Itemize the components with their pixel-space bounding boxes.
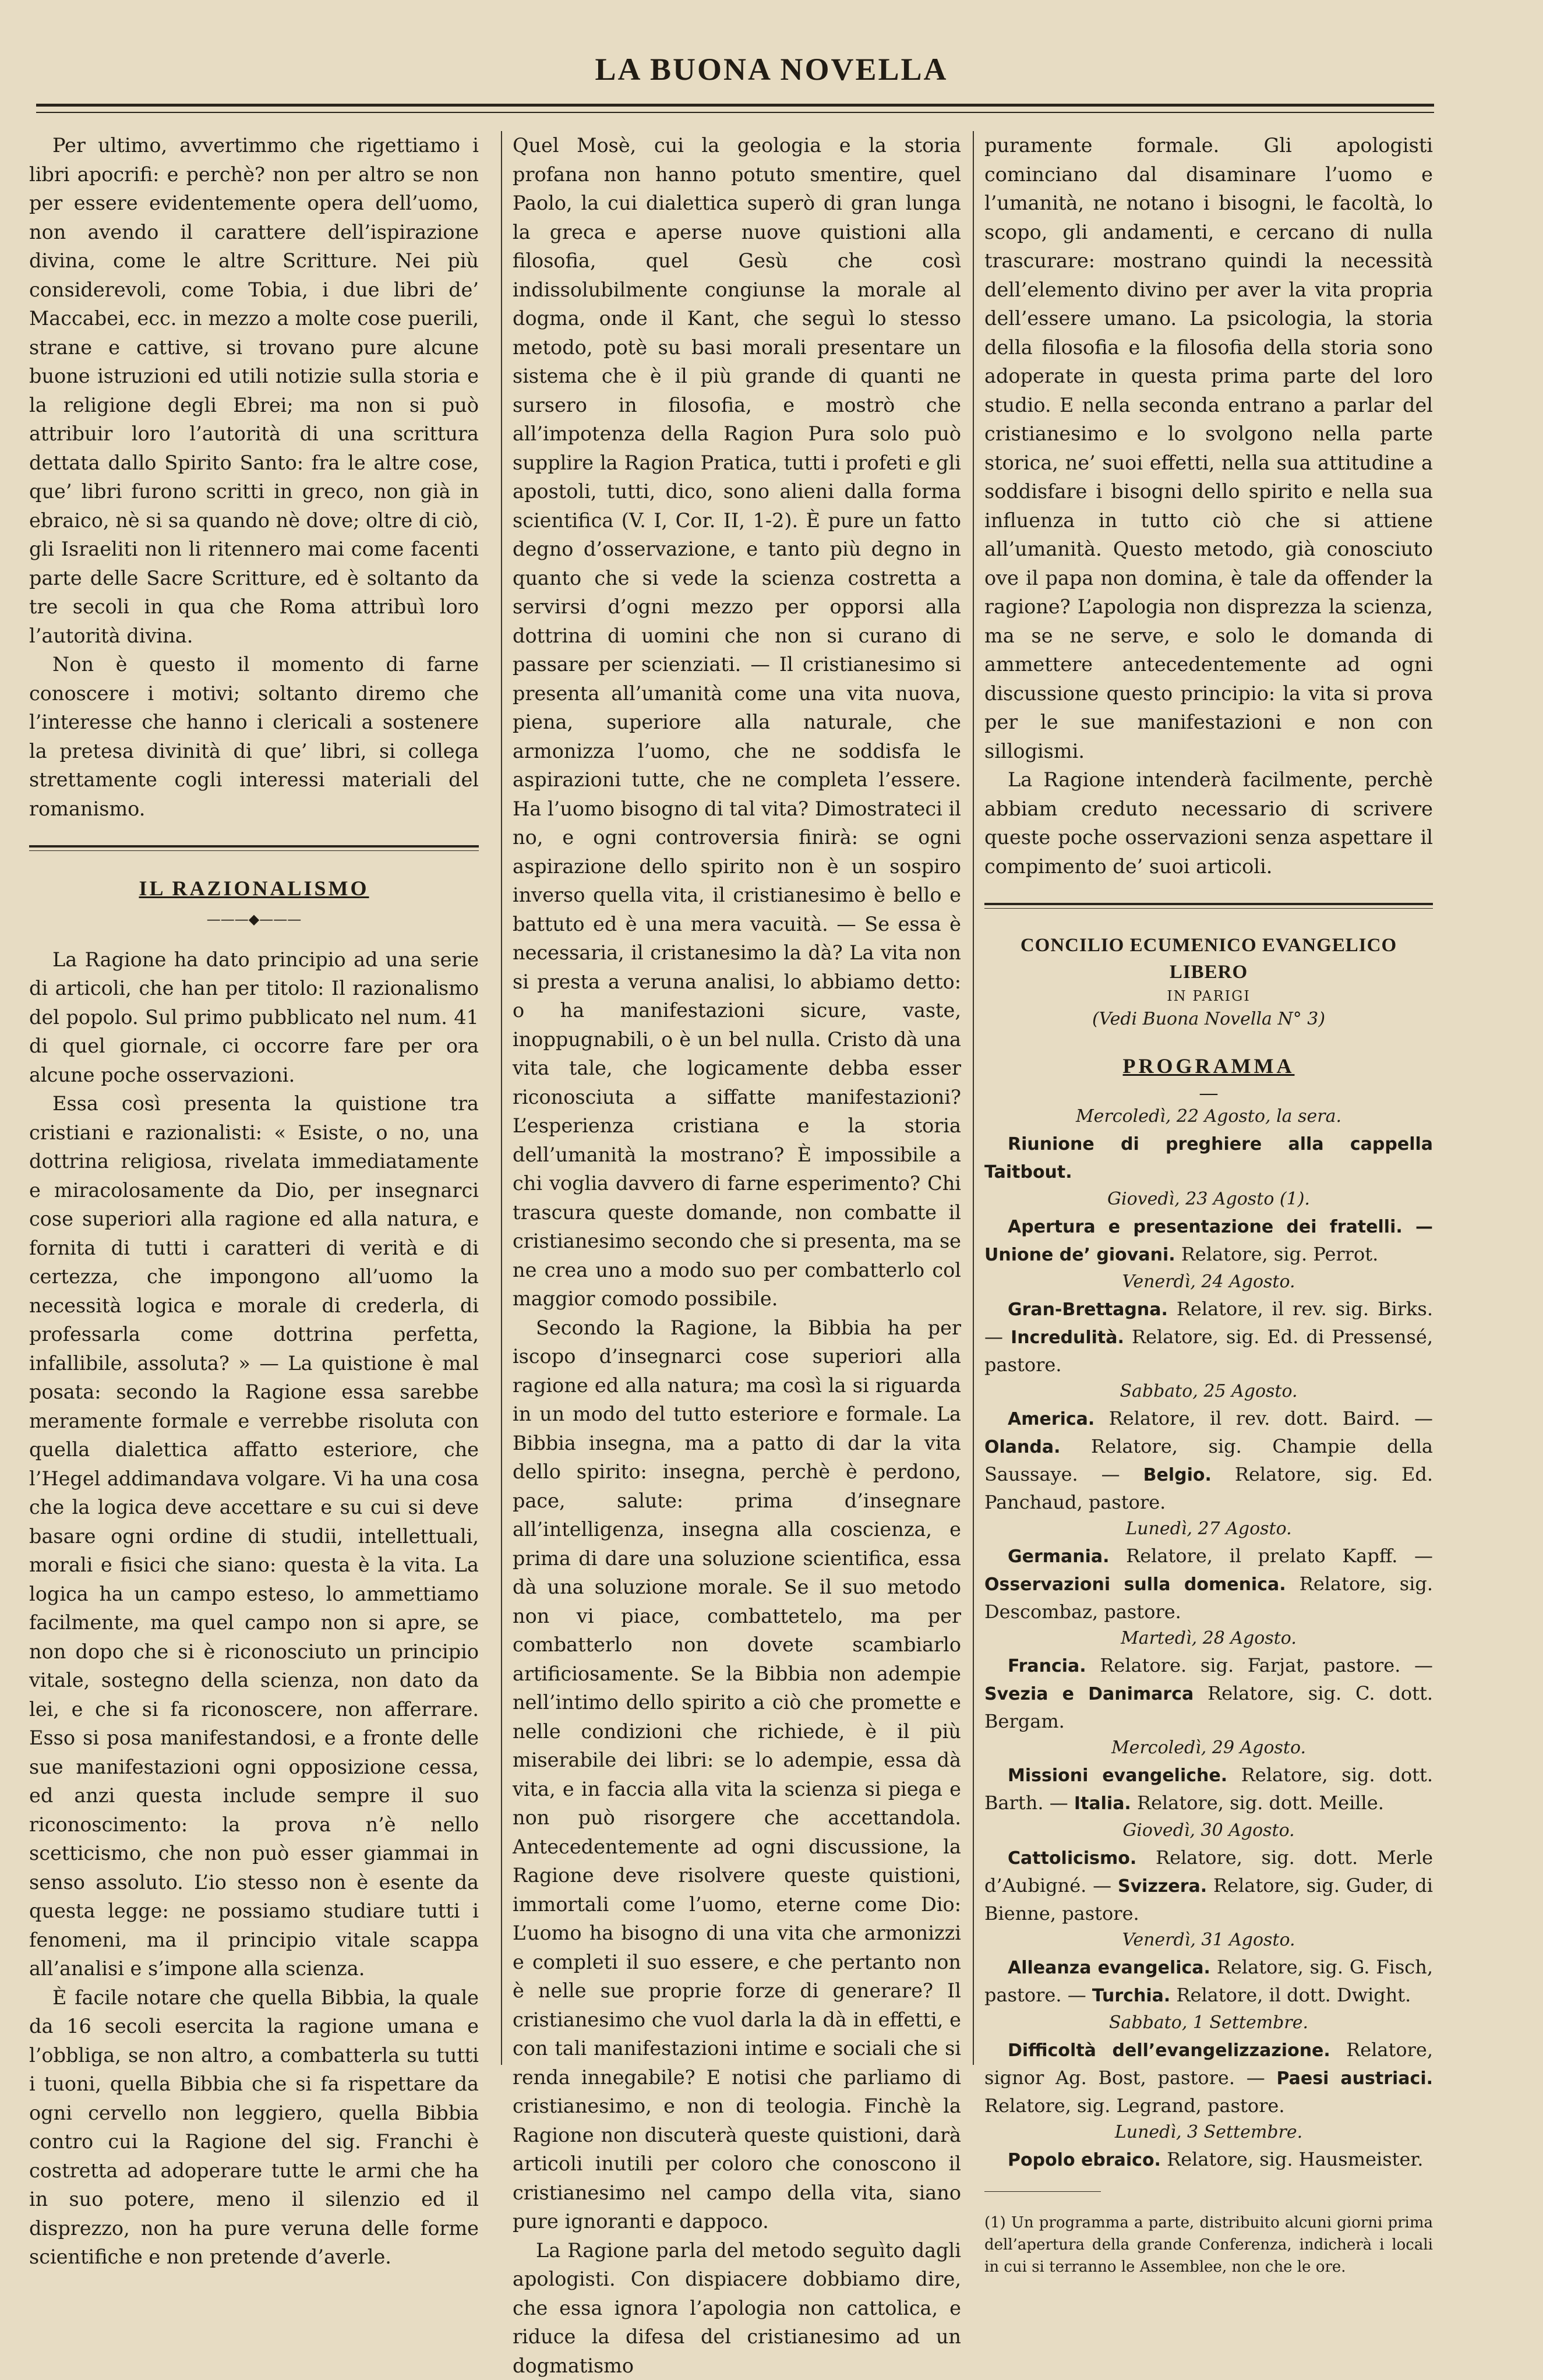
event-entry: Gran-Brettagna. Relatore, il rev. sig. Birks. — Incredulità. Relatore, sig. Ed. di Pressensé, pastore.: [984, 1295, 1433, 1378]
section-rule: [29, 845, 479, 851]
section-title: IL RAZIONALISMO: [29, 874, 479, 903]
paragraph: Non è questo il momento di farne conoscere i motivi; soltanto diremo che l’interesse che hanno i clericali a sostenere la pretesa divinità di que’ libri, si collega strettamente cogli interessi materiali del romanismo.: [29, 650, 479, 823]
event-entry: Popolo ebraico. Relatore, sig. Hausmeister.: [984, 2146, 1433, 2174]
column-1: [29, 131, 479, 2272]
column-3: [984, 131, 1433, 2278]
event-date: Venerdì, 24 Agosto.: [984, 1269, 1433, 1295]
paragraph: Secondo la Ragione, la Bibbia ha per iscopo d’insegnarci cose superiori alla ragione ed alla natura; ma così la si riguarda in un modo del tutto esteriore e formale. La Bibbia insegna, ma a patto di dar la vita dello spirito: insegna, perchè è perdono, pace, salute: prima d’insegnare all’intelligenza, insegna alla coscienza, e prima di dare una soluzione scientifica, essa dà una soluzione morale. Se il suo metodo non vi piace, combattetelo, ma per combatterlo non dovete scambiarlo artificiosamente. Se la Bibbia non adempie nell’intimo dello spirito a ciò che promette e nelle condizioni che richiede, è il più miserabile dei libri: se lo adempie, essa dà vita, e in faccia alla vita la scienza si piega e non può risorgere che accettandola. Antecedentemente ad ogni discussione, la Ragione deve risolvere queste quistioni, immortali come l’uomo, eterne come Dio: L’uomo ha bisogno di una vita che armonizzi e completi il suo essere, e che pertanto non è nelle sue proprie forze di generare? Il cristianesimo che vuol darla la dà in effetti, e con tali manifestazioni intime e sociali che si renda innegabile? E notisi che parliamo di cristianesimo, e non di teologia. Finchè la Ragione non discuterà queste quistioni, darà articoli inutili per coloro che conoscono il cristianesimo nel campo della vita, siano pure ignoranti e dappoco.: [513, 1313, 961, 2236]
ornament-dash: —: [984, 1083, 1433, 1103]
column-2: [513, 131, 961, 2380]
paragraph: Per ultimo, avvertimmo che rigettiamo i libri apocrifi: e perchè? non per altro se non per essere evidentemente opera dell’uomo, non avendo il carattere dell’ispirazione divina, come le altre Scritture. Nei più considerevoli, come Tobia, i due libri de’ Maccabei, ecc. in mezzo a molte cose puerili, strane e cattive, si trovano pure alcune buone istruzioni ed utili notizie sulla storia e la religione degli Ebrei; ma non si può attribuir loro l’autorità di una scrittura dettata dallo Spirito Santo: fra le altre cose, que’ libri furono scritti in greco, non già in ebraico, nè si sa quando nè dove; oltre di ciò, gli Israeliti non li ritennero mai come facenti parte delle Sacre Scritture, ed è soltanto da tre secoli in qua che Roma attribuì loro l’autorità divina.: [29, 131, 479, 650]
concilio-location: IN PARIGI: [984, 986, 1433, 1007]
concilio-title: CONCILIO ECUMENICO EVANGELICO LIBERO: [984, 932, 1433, 986]
event-entry: Cattolicismo. Relatore, sig. dott. Merle d’Aubigné. — Svizzera. Relatore, sig. Guder, di Bienne, pastore.: [984, 1844, 1433, 1927]
paragraph: La Ragione ha dato principio ad una serie di articoli, che han per titolo: Il razionalismo del popolo. Sul primo pubblicato nel num. 41 di quel giornale, ci occorre fare per ora alcune poche osservazioni.: [29, 945, 479, 1090]
event-date: Mercoledì, 29 Agosto.: [984, 1735, 1433, 1761]
event-date: Venerdì, 31 Agosto.: [984, 1927, 1433, 1954]
ornament-divider: ———◆———: [29, 910, 479, 928]
event-entry: Germania. Relatore, il prelato Kapff. — Osservazioni sulla domenica. Relatore, sig. Descombaz, pastore.: [984, 1542, 1433, 1625]
event-date: Giovedì, 30 Agosto.: [984, 1817, 1433, 1844]
event-date: Lunedì, 3 Settembre.: [984, 2119, 1433, 2146]
event-entry: Riunione di preghiere alla cappella Taitbout.: [984, 1130, 1433, 1186]
event-date: Sabbato, 1 Settembre.: [984, 2010, 1433, 2036]
concilio-reference: (Vedi Buona Novella N° 3): [984, 1007, 1433, 1032]
masthead-rule: [36, 104, 1434, 107]
section-rule: [984, 903, 1433, 909]
paragraph: Essa così presenta la quistione tra cristiani e razionalisti: « Esiste, o no, una dottrina religiosa, rivelata immediatamente e miracolosamente da Dio, per insegnarci cose superiori alla ragione ed alla natura, e fornita di tutti i caratteri di verità e di certezza, che impongono all’uomo la necessità logica e morale di crederla, di professarla come dottrina perfetta, infallibile, assoluta? » — La quistione è mal posata: secondo la Ragione essa sarebbe meramente formale e verrebbe risoluta con quella dialettica affatto esteriore, che l’Hegel addimandava volgare. Vi ha una cosa che la logica deve accettare e su cui si deve basare ogni ordine di studii, intellettuali, morali e fisici che siano: questa è la vita. La logica ha un campo esteso, lo ammettiamo facilmente, ma quel campo non si apre, se non dopo che si è riconosciuto un principio vitale, sostegno della scienza, non dato da lei, e che si fa riconoscere, non afferrare. Esso si posa manifestandosi, e a fronte delle sue manifestazioni ogni opposizione cessa, ed anzi questa include sempre il suo riconoscimento: la prova n’è nello scetticismo, che non può esser giammai in senso assoluto. L’io stesso non è esente da questa legge: ne possiamo studiare tutti i fenomeni, ma il principio vitale scappa all’analisi e s’impone alla scienza.: [29, 1089, 479, 1983]
footnote-rule: [984, 2191, 1101, 2192]
paragraph: È facile notare che quella Bibbia, la quale da 16 secoli esercita la ragione umana e l’obbliga, se non altro, a combatterla su tutti i tuoni, quella Bibbia che si fa rispettare da ogni cervello non leggiero, quella Bibbia contro cui la Ragione del sig. Franchi è costretta ad adoperare tutte le armi che ha in suo potere, meno il silenzio ed il disprezzo, non ha pure veruna delle forme scientifiche e non pretende d’averle.: [29, 1983, 479, 2272]
programma-list: [984, 1103, 1433, 2174]
column-divider: [501, 131, 502, 2065]
event-entry: Alleanza evangelica. Relatore, sig. G. Fisch, pastore. — Turchia. Relatore, il dott. Dwight.: [984, 1954, 1433, 2010]
event-entry: Apertura e presentazione dei fratelli. — Unione de’ giovani. Relatore, sig. Perrot.: [984, 1213, 1433, 1269]
event-entry: Difficoltà dell’evangelizzazione. Relatore, signor Ag. Bost, pastore. — Paesi austriaci. Relatore, sig. Legrand, pastore.: [984, 2036, 1433, 2119]
paragraph: La Ragione parla del metodo seguìto dagli apologisti. Con dispiacere dobbiamo dire, che essa ignora l’apologia non cattolica, e riduce la difesa del cristianesimo ad un dogmatismo: [513, 2236, 961, 2380]
paragraph: Quel Mosè, cui la geologia e la storia profana non hanno potuto smentire, quel Paolo, la cui dialettica superò di gran lunga la greca e aperse nuove quistioni alla filosofia, quel Gesù che così indissolubilmente congiunse la morale al dogma, onde il Kant, che seguì lo stesso metodo, potè su basi morali presentare un sistema che è il più grande di quanti ne sursero in filosofia, e mostrò che all’impotenza della Ragion Pura solo può supplire la Ragion Pratica, tutti i profeti e gli apostoli, tutti, dico, sono alieni dalla forma scientifica (V. I, Cor. II, 1-2). È pure un fatto degno d’osservazione, e tanto più degno in quanto che si vede la scienza costretta a servirsi d’ogni mezzo per opporsi alla dottrina di uomini che non si curano di passare per scienziati. — Il cristianesimo si presenta all’umanità come una vita nuova, piena, superiore alla naturale, che armonizza l’uomo, che ne soddisfa le aspirazioni tutte, che ne completa l’essere. Ha l’uomo bisogno di tal vita? Dimostrateci il no, e ogni controversia finirà: se ogni aspirazione dello spirito non è un sospiro inverso quella vita, il cristianesimo è bello e battuto ed è una mera vacuità. — Se essa è necessaria, il cristanesimo la dà? La vita non si presta a veruna analisi, lo abbiamo detto: o ha manifestazioni sicure, vaste, inoppugnabili, o è un bel nulla. Cristo dà una vita tale, che logicamente debba esser riconosciuta a siffatte manifestazioni? L’esperienza cristiana e la storia dell’umanità la mostrano? È impossibile a chi voglia davvero di farne esperimento? Chi trascura queste domande, non combatte il cristianesimo secondo che si presenta, ma se ne crea uno a modo suo per combatterlo col maggior comodo possibile.: [513, 131, 961, 1313]
masthead-rule-thin: [36, 112, 1434, 113]
event-date: Mercoledì, 22 Agosto, la sera.: [984, 1103, 1433, 1130]
masthead-title: LA BUONA NOVELLA: [0, 51, 1543, 87]
event-date: Giovedì, 23 Agosto (1).: [984, 1186, 1433, 1213]
paragraph: La Ragione intenderà facilmente, perchè abbiam creduto necessario di scrivere queste poche osservazioni senza aspettare il compimento de’ suoi articoli.: [984, 765, 1433, 881]
programma-title: PROGRAMMA: [984, 1052, 1433, 1081]
event-date: Martedì, 28 Agosto.: [984, 1625, 1433, 1652]
event-date: Sabbato, 25 Agosto.: [984, 1378, 1433, 1405]
paragraph: puramente formale. Gli apologisti cominciano dal disaminare l’uomo e l’umanità, ne notano i bisogni, le facoltà, lo scopo, gli andamenti, e cercano di nulla trascurare: mostrano quindi la necessità dell’elemento divino per aver la vita propria dell’essere umano. La psicologia, la storia della filosofia e la filosofia della storia sono adoperate in questa prima parte del loro studio. E nella seconda entrano a parlar del cristianesimo e lo svolgono nella parte storica, ne’ suoi effetti, nella sua attitudine a soddisfare i bisogni dello spirito e nella sua influenza in tutto ciò che si attiene all’umanità. Questo metodo, già conosciuto ove il papa non domina, è tale da offender la ragione? L’apologia non disprezza la scienza, ma se ne serve, e solo le domanda di ammettere antecedentemente ad ogni discussione questo principio: la vita si prova per le sue manifestazioni e non con sillogismi.: [984, 131, 1433, 765]
event-entry: America. Relatore, il rev. dott. Baird. —Olanda. Relatore, sig. Champie della Saussaye. — Belgio. Relatore, sig. Ed. Panchaud, pastore.: [984, 1405, 1433, 1516]
footnote: (1) Un programma a parte, distribuito alcuni giorni prima dell’apertura della grande Conferenza, indicherà i locali in cui si terranno le Assemblee, non che le ore.: [984, 2212, 1433, 2278]
event-entry: Missioni evangeliche. Relatore, sig. dott. Barth. — Italia. Relatore, sig. dott. Meille.: [984, 1761, 1433, 1817]
event-date: Lunedì, 27 Agosto.: [984, 1516, 1433, 1542]
event-entry: Francia. Relatore. sig. Farjat, pastore. —Svezia e Danimarca Relatore, sig. C. dott. Bergam.: [984, 1652, 1433, 1735]
column-divider: [973, 131, 974, 2065]
